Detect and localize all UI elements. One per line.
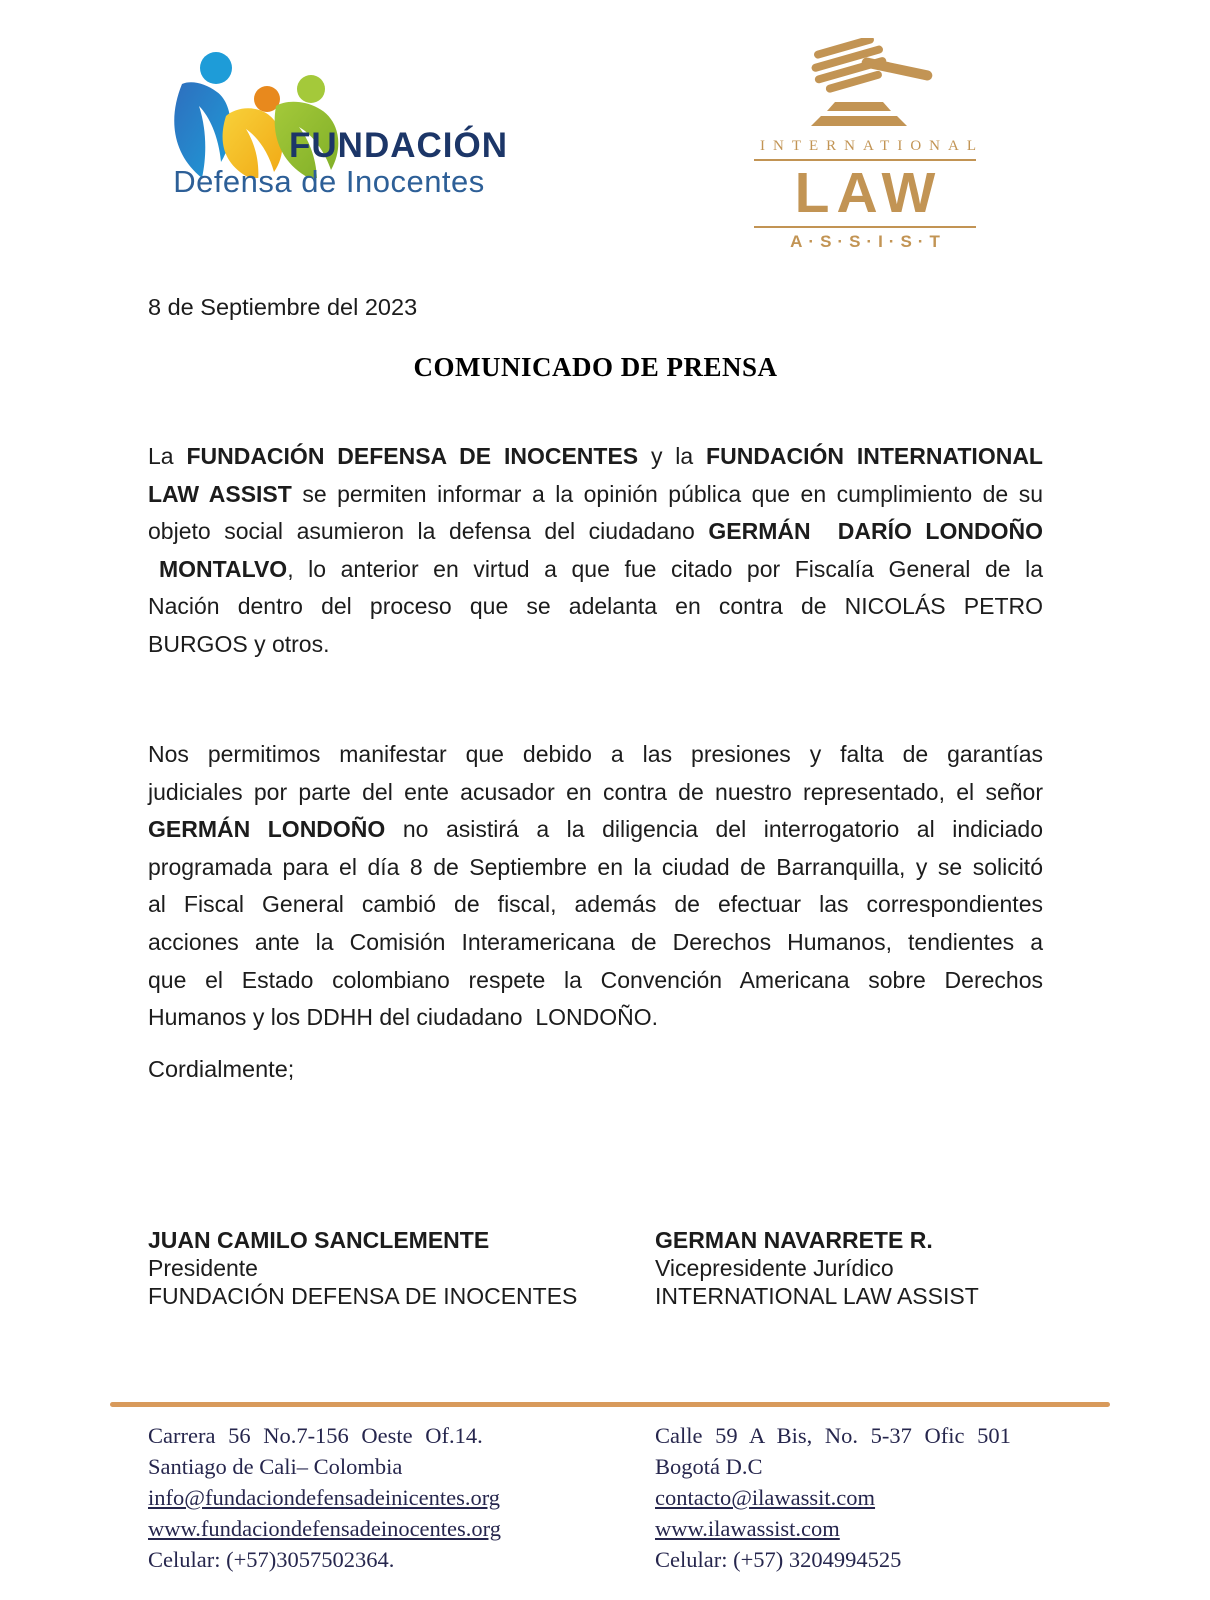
- bold-text-segment: LAW ASSIST: [148, 480, 292, 507]
- ila-logo-international-text: INTERNATIONAL: [760, 138, 984, 154]
- footer-link-line: [148, 1513, 655, 1544]
- bold-text-segment: MONTALVO: [159, 555, 288, 582]
- paragraph-line: [148, 588, 1043, 626]
- text-segment: BURGOS y otros.: [148, 630, 330, 657]
- footer-text-line: Santiago de Cali– Colombia: [148, 1454, 403, 1479]
- paragraph-line: [148, 736, 1043, 774]
- ila-logo-assist-text: A·S·S·I·S·T: [790, 232, 946, 251]
- email-link[interactable]: info@fundaciondefensadeinicentes.org: [148, 1485, 501, 1510]
- footer-divider: [110, 1402, 1110, 1407]
- paragraph-line: [148, 438, 1043, 476]
- paragraph-line: [148, 774, 1043, 812]
- signer-organization: FUNDACIÓN DEFENSA DE INOCENTES: [148, 1283, 578, 1309]
- signature-left: [148, 1226, 655, 1310]
- paragraph-line: [148, 551, 1043, 589]
- text-segment: La: [148, 443, 187, 469]
- signer-name: JUAN CAMILO SANCLEMENTE: [148, 1227, 490, 1253]
- signer-organization: INTERNATIONAL LAW ASSIST: [655, 1283, 979, 1309]
- paragraph-line: [148, 626, 1043, 664]
- ila-logo-divider-bottom: [754, 226, 976, 228]
- text-segment: que el Estado colombiano respete la Convención Americana sobre Derechos: [148, 966, 1043, 993]
- text-segment: judiciales por parte del ente acusador en contra de nuestro representado, el señor: [148, 778, 1043, 805]
- paragraph-line: [148, 811, 1043, 849]
- gavel-icon: [780, 38, 950, 134]
- paragraph-line: [148, 513, 1043, 551]
- paragraph-line: [148, 886, 1043, 924]
- signer-role: Vicepresidente Jurídico: [655, 1255, 894, 1281]
- paragraph-line: [148, 849, 1043, 887]
- fundacion-logo-title: FUNDACIÓN: [289, 126, 508, 165]
- footer-link-line: [655, 1513, 1011, 1544]
- text-segment: se permiten informar a la opinión pública que en cumplimiento de su: [291, 480, 1043, 507]
- signer-role: Presidente: [148, 1255, 258, 1281]
- footer-text-line: Bogotá D.C: [655, 1454, 763, 1479]
- email-link[interactable]: contacto@ilawassit.com: [655, 1485, 876, 1510]
- signer-name: GERMAN NAVARRETE R.: [655, 1227, 933, 1253]
- text-segment: no asistirá a la diligencia del interrogatorio al indiciado: [385, 816, 1043, 843]
- paragraph-line: [148, 962, 1043, 1000]
- website-link[interactable]: www.ilawassist.com: [655, 1516, 840, 1541]
- fundacion-logo: [148, 52, 508, 212]
- document-title: COMUNICADO DE PRENSA: [413, 352, 778, 382]
- document-date: 8 de Septiembre del 2023: [148, 294, 418, 320]
- fundacion-logo-subtitle: Defensa de Inocentes: [173, 164, 485, 199]
- footer-text-line: Carrera 56 No.7-156 Oeste Of.14.: [148, 1423, 483, 1448]
- text-segment: programada para el día 8 de Septiembre en la ciudad de Barranquilla, y se solicitó: [148, 853, 1043, 880]
- signature-block: [148, 1226, 1088, 1310]
- footer-link-line: [655, 1482, 1011, 1513]
- paragraph-defensa-asumida: [148, 438, 1043, 664]
- paragraph-line: [148, 476, 1043, 514]
- text-segment: Nos permitimos manifestar que debido a las presiones y falta de garantías: [148, 741, 1043, 767]
- footer-text-line: Celular: (+57) 3204994525: [655, 1547, 902, 1572]
- text-segment: acciones ante la Comisión Interamericana de Derechos Humanos, tendientes a: [148, 928, 1043, 955]
- paragraph-manifestacion: [148, 736, 1043, 1037]
- footer-column-ila: [655, 1420, 1011, 1575]
- text-segment: , lo anterior en virtud a que fue citado por Fiscalía General de la: [287, 555, 1043, 582]
- footer: [148, 1420, 1148, 1575]
- ila-logo-law-text: LAW: [794, 161, 943, 225]
- text-segment: objeto social asumieron la defensa del ciudadano: [148, 518, 709, 545]
- text-segment: y la: [638, 443, 707, 469]
- bold-text-segment: GERMÁN DARÍO LONDOÑO: [708, 518, 1043, 545]
- closing-salutation: Cordialmente;: [148, 1056, 295, 1082]
- text-segment: Nación dentro del proceso que se adelanta en contra de NICOLÁS PETRO: [148, 593, 1043, 620]
- bold-text-segment: FUNDACIÓN INTERNATIONAL: [706, 443, 1043, 469]
- text-segment: Humanos y los DDHH del ciudadano LONDOÑO.: [148, 1004, 659, 1031]
- text-segment: al Fiscal General cambió de fiscal, además de efectuar las correspondientes: [148, 891, 1043, 918]
- paragraph-line: [148, 999, 1043, 1037]
- website-link[interactable]: www.fundaciondefensadeinocentes.org: [148, 1516, 502, 1541]
- paragraph-line: [148, 924, 1043, 962]
- footer-text-line: Celular: (+57)3057502364.: [148, 1547, 395, 1572]
- footer-link-line: [148, 1482, 655, 1513]
- bold-text-segment: GERMÁN LONDOÑO: [148, 816, 386, 843]
- footer-column-fundacion: [148, 1420, 655, 1575]
- international-law-assist-logo: [752, 38, 984, 252]
- footer-text-line: Calle 59 A Bis, No. 5-37 Ofic 501: [655, 1423, 1011, 1448]
- bold-text-segment: FUNDACIÓN DEFENSA DE INOCENTES: [186, 443, 639, 469]
- signature-right: [655, 1226, 979, 1310]
